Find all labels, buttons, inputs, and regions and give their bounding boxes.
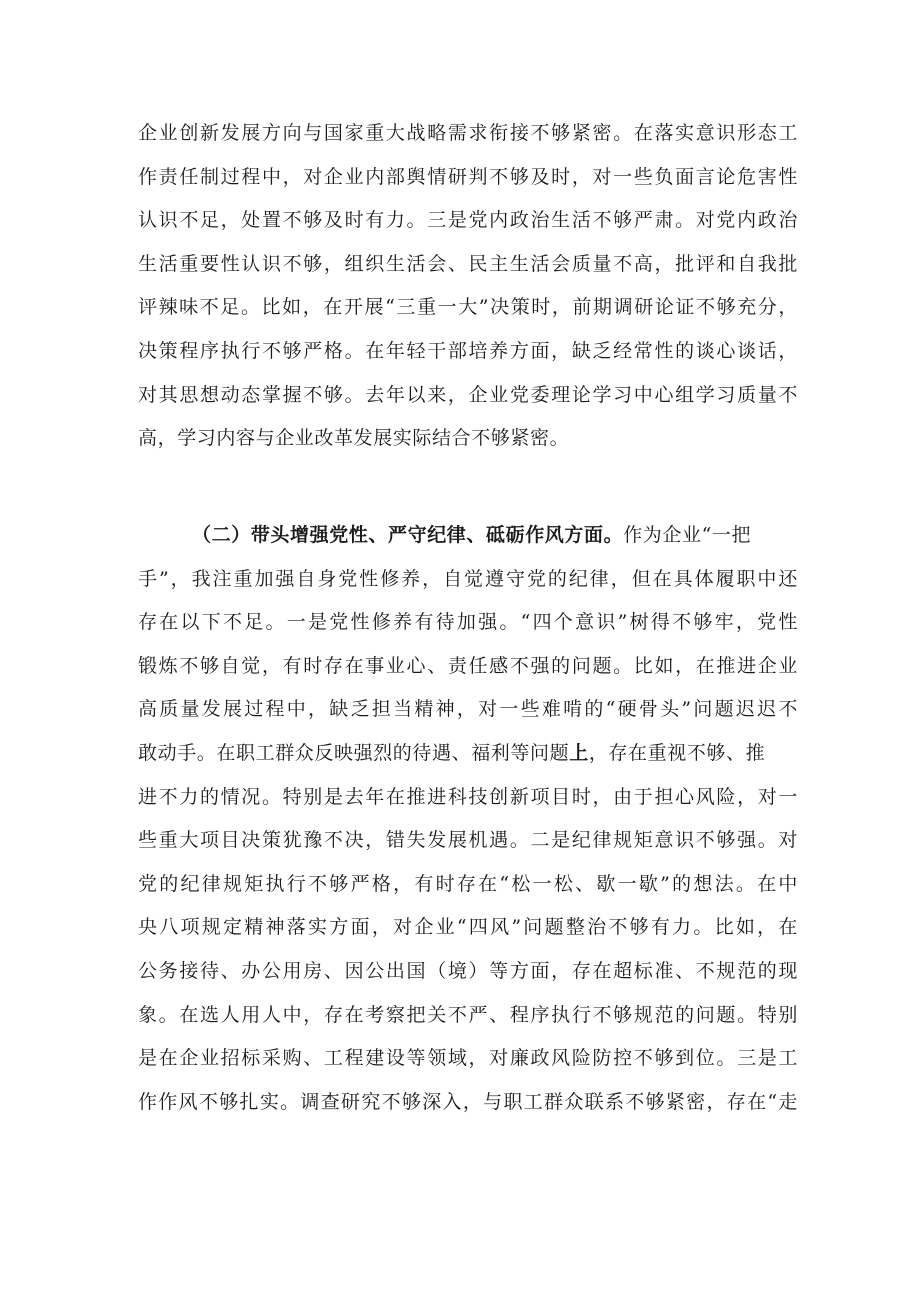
text-span: 作为企业“一把 — [623, 524, 752, 546]
text-line: 评辣味不足。比如，在开展“三重一大”决策时，前期调研论证不够充分， — [138, 296, 798, 319]
text-line: 公务接待、办公用房、因公出国（境）等方面，存在超标准、不规范的现 — [138, 959, 798, 982]
bold-char: 上 — [569, 741, 589, 764]
text-line: 企业创新发展方向与国家重大战略需求衔接不够紧密。在落实意识形态工 — [138, 122, 798, 144]
text-line: 象。在选人用人中，存在考察把关不严、程序执行不够规范的问题。特别 — [138, 1003, 798, 1026]
text-line: 生活重要性认识不够，组织生活会、民主生活会质量不高，批评和自我批 — [138, 252, 798, 275]
text-line: 高，学习内容与企业改革发展实际结合不够紧密。 — [138, 427, 570, 450]
text-line: 些重大项目决策犹豫不决，错失发展机遇。二是纪律规矩意识不够强。对 — [138, 829, 798, 852]
text-line: 作作风不够扎实。调查研究不够深入，与职工群众联系不够紧密，存在“走 — [138, 1090, 798, 1113]
section-heading-line — [138, 514, 798, 558]
section-heading: （二）带头增强党性、严守纪律、砥砺作风方面。 — [192, 524, 624, 546]
text-line: 党的纪律规矩执行不够严格，有时存在“松一松、歇一歇”的想法。在中 — [138, 872, 798, 895]
text-line-mixed — [138, 732, 798, 776]
text-span: 敢动手。在职工群众反映强烈的待遇、福利等问题 — [138, 741, 570, 764]
paragraph-ideology-issues — [138, 112, 798, 461]
text-line: 决策程序执行不够严格。在年轻干部培养方面，缺乏经常性的谈心谈话， — [138, 339, 798, 362]
text-span: ，存在重视不够、推 — [588, 741, 766, 764]
text-line: 认识不足，处置不够及时有力。三是党内政治生活不够严肃。对党内政治 — [138, 209, 798, 232]
text-line: 作责任制过程中，对企业内部舆情研判不够及时，对一些负面言论危害性 — [138, 165, 798, 188]
text-line: 央八项规定精神落实方面，对企业“四风”问题整治不够有力。比如，在 — [138, 916, 798, 939]
paragraph-party-discipline — [138, 514, 798, 1124]
text-line: 进不力的情况。特别是去年在推进科技创新项目时，由于担心风险，对一 — [138, 785, 798, 808]
text-line: 锻炼不够自觉，有时存在事业心、责任感不强的问题。比如，在推进企业 — [138, 654, 798, 677]
text-line: 存在以下不足。一是党性修养有待加强。“四个意识”树得不够牢，党性 — [138, 611, 798, 634]
text-line: 是在企业招标采购、工程建设等领域，对廉政风险防控不够到位。三是工 — [138, 1047, 798, 1070]
text-line: 对其思想动态掌握不够。去年以来，企业党委理论学习中心组学习质量不 — [138, 383, 798, 406]
text-line: 手”，我注重加强自身党性修养，自觉遵守党的纪律，但在具体履职中还 — [138, 567, 798, 590]
text-line: 高质量发展过程中，缺乏担当精神，对一些难啃的“硬骨头”问题迟迟不 — [138, 698, 798, 721]
